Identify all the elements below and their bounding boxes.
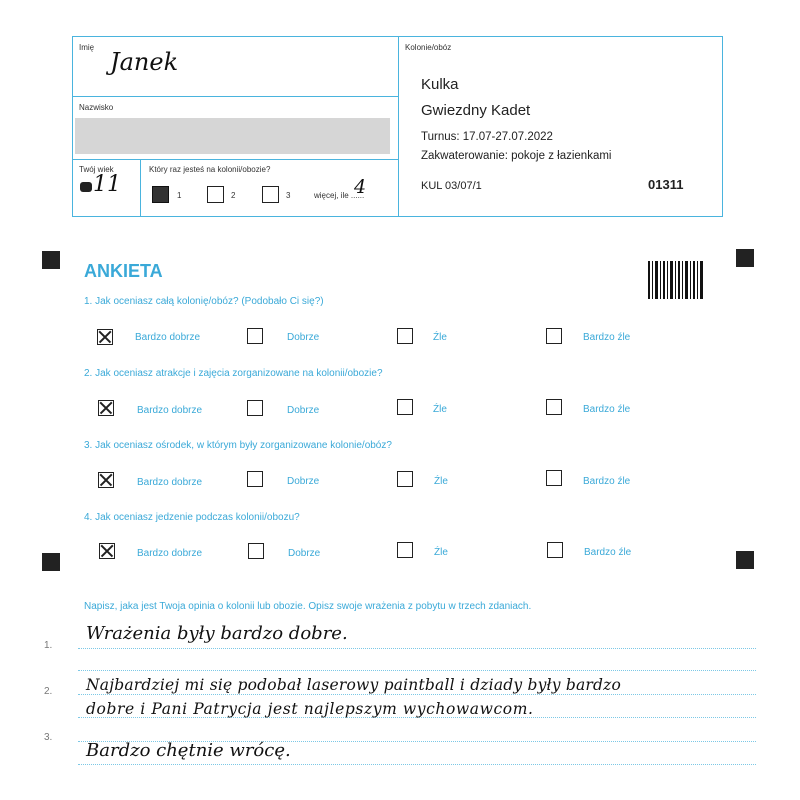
- kolonia-name: Kulka: [421, 76, 459, 93]
- registration-mark-mid-right: [736, 551, 754, 569]
- q4-option-bardzo-zle-label: Bardzo źle: [584, 547, 632, 558]
- q4-option-bardzo-dobrze-box[interactable]: [99, 543, 115, 559]
- opinion-prompt: Napisz, jaka jest Twoja opinia o kolonii lub obozie. Opisz swoje wrażenia z pobytu w trzech zdaniach.: [84, 601, 532, 612]
- q3-option-bardzo-dobrze-box[interactable]: [98, 472, 114, 488]
- survey-title: ANKIETA: [84, 261, 163, 281]
- q3-option-bardzo-zle-label: Bardzo źle: [583, 476, 631, 487]
- q1-option-bardzo-zle-box[interactable]: [546, 328, 562, 344]
- q2-option-bardzo-zle-label: Bardzo źle: [583, 404, 631, 415]
- q1-option-bardzo-dobrze-label: Bardzo dobrze: [135, 332, 201, 343]
- zakwaterowanie: Zakwaterowanie: pokoje z łazienkami: [421, 150, 612, 162]
- visit-count-1: 1: [177, 191, 182, 200]
- scribble-icon: [80, 182, 92, 192]
- wiek-label: Twój wiek: [79, 165, 114, 174]
- q2-option-zle-box[interactable]: [397, 399, 413, 415]
- header-row-line-1: [72, 96, 399, 97]
- kod: KUL 03/07/1: [421, 180, 482, 192]
- header-divider: [398, 36, 399, 217]
- q4-option-bardzo-dobrze-label: Bardzo dobrze: [137, 548, 203, 559]
- barcode-icon: [648, 261, 704, 299]
- nazwisko-redacted: [75, 118, 390, 154]
- q3-option-bardzo-zle-box[interactable]: [546, 470, 562, 486]
- wiek-value: 11: [93, 172, 121, 197]
- q3-option-dobrze-label: Dobrze: [287, 476, 320, 487]
- answer-line-1: [78, 648, 756, 649]
- q1-option-bardzo-dobrze-box[interactable]: [97, 329, 113, 345]
- q2-option-bardzo-zle-box[interactable]: [546, 399, 562, 415]
- imie-label: Imię: [79, 43, 95, 52]
- q2-option-dobrze-box[interactable]: [247, 400, 263, 416]
- q1-option-dobrze-box[interactable]: [247, 328, 263, 344]
- q3-option-zle-label: Źle: [434, 476, 448, 487]
- kolonie-label: Kolonie/obóz: [405, 43, 452, 52]
- q4-option-zle-box[interactable]: [397, 542, 413, 558]
- answer-line-3: [78, 694, 756, 695]
- line-number-1: 1.: [44, 640, 53, 651]
- question-1-text: 1. Jak oceniasz całą kolonię/obóz? (Podobało Ci się?): [84, 296, 324, 307]
- visit-count-3: 3: [286, 191, 291, 200]
- imie-value: Janek: [110, 48, 179, 76]
- answer-line-2: [78, 670, 756, 671]
- numer: 01311: [648, 177, 684, 192]
- q4-option-dobrze-label: Dobrze: [288, 548, 321, 559]
- question-3-text: 3. Jak oceniasz ośrodek, w którym były zorganizowane kolonie/obóz?: [84, 440, 392, 451]
- turnus: Turnus: 17.07-27.07.2022: [421, 131, 553, 143]
- visit-count-2: 2: [231, 191, 236, 200]
- header-row-line-2: [72, 159, 399, 160]
- visit-count-more: więcej, ile ......: [314, 191, 365, 200]
- registration-mark-mid-left: [42, 553, 60, 571]
- q4-option-zle-label: Źle: [434, 547, 448, 558]
- q3-option-dobrze-box[interactable]: [247, 471, 263, 487]
- q4-option-bardzo-zle-box[interactable]: [547, 542, 563, 558]
- ktory-raz-label: Który raz jesteś na kolonii/obozie?: [149, 165, 271, 174]
- q1-option-bardzo-zle-label: Bardzo źle: [583, 332, 631, 343]
- visit-count-more-value: 4: [354, 176, 367, 198]
- answer-1: Wrażenia były bardzo dobre.: [86, 623, 348, 644]
- line-number-3: 3.: [44, 732, 53, 743]
- answer-2-line-a: Najbardziej mi się podobał laserowy paintball i dziady były bardzo: [86, 676, 622, 694]
- q1-option-zle-box[interactable]: [397, 328, 413, 344]
- answer-2-line-b: dobre i Pani Patrycja jest najlepszym wychowawcom.: [86, 700, 534, 718]
- q2-option-bardzo-dobrze-box[interactable]: [98, 400, 114, 416]
- nazwisko-label: Nazwisko: [79, 103, 114, 112]
- q4-option-dobrze-box[interactable]: [248, 543, 264, 559]
- q1-option-dobrze-label: Dobrze: [287, 332, 320, 343]
- q3-option-bardzo-dobrze-label: Bardzo dobrze: [137, 477, 203, 488]
- age-divider: [140, 159, 141, 217]
- q3-option-zle-box[interactable]: [397, 471, 413, 487]
- question-4-text: 4. Jak oceniasz jedzenie podczas kolonii/obozu?: [84, 512, 300, 523]
- registration-mark-top-left: [42, 251, 60, 269]
- answer-line-6: [78, 764, 756, 765]
- kolonia-program: Gwiezdny Kadet: [421, 102, 531, 119]
- visit-count-box-3[interactable]: [262, 186, 279, 203]
- q2-option-dobrze-label: Dobrze: [287, 405, 320, 416]
- q2-option-zle-label: Źle: [433, 404, 447, 415]
- line-number-2: 2.: [44, 686, 53, 697]
- registration-mark-top-right: [736, 249, 754, 267]
- q1-option-zle-label: Źle: [433, 332, 447, 343]
- question-2-text: 2. Jak oceniasz atrakcje i zajęcia zorganizowane na kolonii/obozie?: [84, 368, 383, 379]
- visit-count-box-1: [152, 186, 169, 203]
- visit-count-box-2[interactable]: [207, 186, 224, 203]
- answer-3: Bardzo chętnie wrócę.: [86, 740, 291, 761]
- q2-option-bardzo-dobrze-label: Bardzo dobrze: [137, 405, 203, 416]
